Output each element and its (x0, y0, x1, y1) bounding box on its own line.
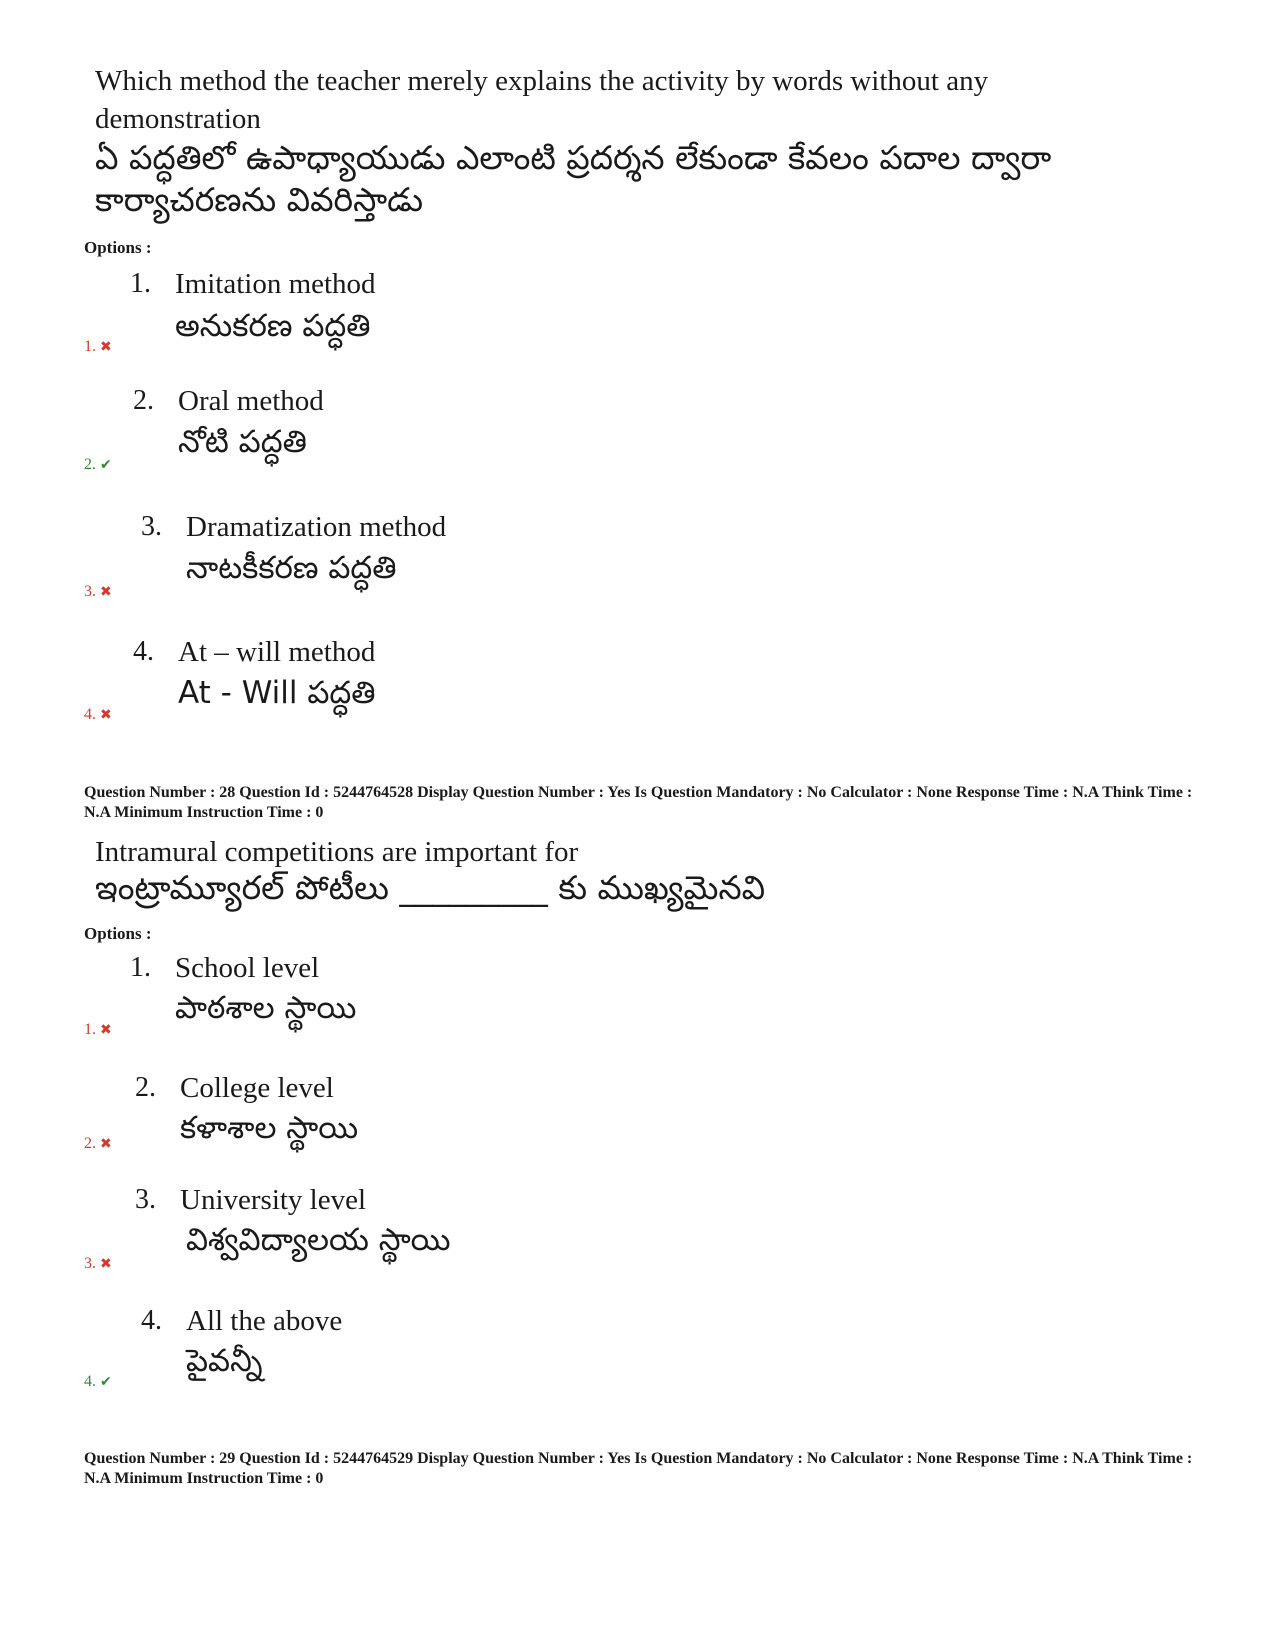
option-text-en: At – will method (178, 636, 376, 668)
option-text-en: Imitation method (175, 268, 376, 300)
option-mark-correct: 4. ✔ (84, 1373, 112, 1390)
option-text-te: At - Will పద్ధతి (178, 675, 376, 711)
option-text-en: All the above (186, 1305, 343, 1337)
option-text-te: విశ్వవిద్యాలయ స్థాయి (186, 1222, 451, 1258)
cross-icon: ✖ (100, 1022, 112, 1038)
question-28-meta: Question Number : 28 Question Id : 5244764528 Display Question Number : Yes Is Question Mandatory : No Calculator : None Response Time : N.A Think Time : N.A Minimum Instruction Time : 0 (84, 784, 1193, 821)
cross-icon: ✖ (100, 707, 112, 723)
option-mark-wrong: 3. ✖ (84, 583, 112, 600)
option-number: 2. (133, 385, 154, 416)
option-number: 1. (130, 268, 151, 299)
option-text-en: Oral method (178, 385, 324, 417)
option-number: 3. (135, 1184, 156, 1215)
question-27-text-te-line2: కార్యాచరణను వివరిస్తాడు (95, 180, 423, 219)
option-mark-wrong: 4. ✖ (84, 706, 112, 723)
question-28-text-te: ఇంట్రామ్యూరల్ పోటీలు _________ కు ముఖ్యమైనవి (95, 868, 766, 907)
option-mark-wrong: 1. ✖ (84, 1021, 112, 1038)
check-icon: ✔ (100, 457, 112, 473)
options-label: Options : (84, 924, 152, 943)
question-28-text-en: Intramural competitions are important for (95, 836, 579, 868)
option-text-en: College level (180, 1072, 334, 1104)
option-text-te: అనుకరణ పద్ధతి (175, 308, 371, 344)
option-mark-wrong: 2. ✖ (84, 1135, 112, 1152)
option-text-en: Dramatization method (186, 511, 447, 543)
question-27-text-en: Which method the teacher merely explains the activity by words without any demonstration (95, 65, 989, 135)
options-label: Options : (84, 238, 152, 257)
option-number: 4. (133, 636, 154, 667)
check-icon: ✔ (100, 1374, 112, 1390)
option-text-te: కళాశాల స్థాయి (180, 1110, 359, 1146)
option-number: 1. (130, 952, 151, 983)
cross-icon: ✖ (100, 1136, 112, 1152)
option-mark-wrong: 3. ✖ (84, 1255, 112, 1272)
cross-icon: ✖ (100, 584, 112, 600)
option-mark-correct: 2. ✔ (84, 456, 112, 473)
option-number: 2. (135, 1072, 156, 1103)
option-text-te: పైవన్నీ (186, 1343, 263, 1379)
option-mark-wrong: 1. ✖ (84, 338, 112, 355)
cross-icon: ✖ (100, 1256, 112, 1272)
option-text-te: నాటకీకరణ పద్ధతి (186, 550, 397, 586)
cross-icon: ✖ (100, 339, 112, 355)
option-text-te: నోటి పద్ధతి (178, 424, 307, 460)
option-number: 4. (141, 1305, 162, 1336)
question-27-text-te-line1: ఏ పద్ధతిలో ఉపాధ్యాయుడు ఎలాంటి ప్రదర్శన లేకుండా కేవలం పదాల ద్వారా (95, 138, 1052, 177)
option-text-en: University level (180, 1184, 367, 1216)
question-29-meta: Question Number : 29 Question Id : 5244764529 Display Question Number : Yes Is Question Mandatory : No Calculator : None Response Time : N.A Think Time : N.A Minimum Instruction Time : 0 (84, 1450, 1193, 1487)
option-number: 3. (141, 511, 162, 542)
option-text-en: School level (175, 952, 320, 984)
option-text-te: పాఠశాల స్థాయి (175, 990, 357, 1026)
